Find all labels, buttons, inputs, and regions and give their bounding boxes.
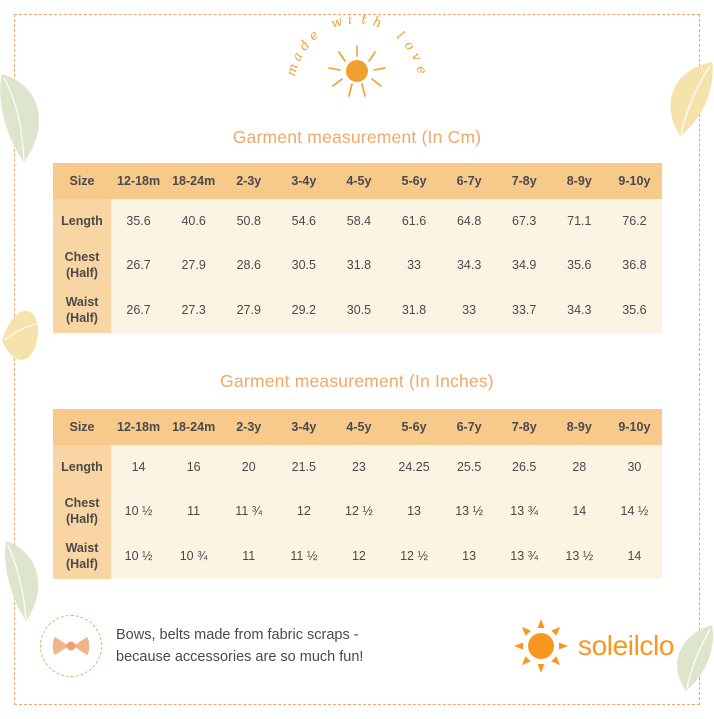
table-cell: 14 [111,445,166,489]
column-header: 5-6y [386,409,441,445]
leaf-icon [0,300,40,380]
brand-name: soleilclo [578,630,674,661]
table-cell: 30.5 [331,288,386,333]
made-with-love-logo [0,8,714,104]
table-cell: 30 [607,445,662,489]
table-row [53,199,662,243]
table-cell: 20 [221,445,276,489]
column-header: 4-5y [331,163,386,199]
table-cell: 11 [221,534,276,579]
table-cell: 35.6 [607,288,662,333]
table-inches [53,409,662,579]
table-cell: 26.5 [497,445,552,489]
footer-tagline-line2: because accessories are so much fun! [116,649,364,665]
page-title-inches: Garment measurement (In Inches) [220,371,494,391]
table-cell: 26.7 [111,243,166,288]
measurement-table-cm [53,163,662,333]
table-cell: 33.7 [497,288,552,333]
column-header: 9-10y [607,409,662,445]
table-cell: 76.2 [607,199,662,243]
column-header: 3-4y [276,163,331,199]
table-cell: 10 ½ [111,534,166,579]
row-header: Length [53,199,111,243]
column-header: 2-3y [221,409,276,445]
table-cell: 11 [166,489,221,534]
table-cell: 36.8 [607,243,662,288]
column-header: 12-18m [111,409,166,445]
table-cell: 25.5 [442,445,497,489]
column-header: Size [53,409,111,445]
row-header: Waist (Half) [53,288,111,333]
table-cell: 16 [166,445,221,489]
table-row [53,445,662,489]
table-cell: 13 [442,534,497,579]
table-row [53,288,662,333]
table-cell: 27.3 [166,288,221,333]
footer-tagline [116,624,363,669]
table-cell: 34.3 [442,243,497,288]
table-cell: 35.6 [552,243,607,288]
table-cell: 10 ½ [111,489,166,534]
table-cm [53,163,662,333]
table-cell: 34.3 [552,288,607,333]
row-header: Chest (Half) [53,243,111,288]
table-cell: 14 ½ [607,489,662,534]
column-header: 6-7y [442,163,497,199]
footer-tagline-line1: Bows, belts made from fabric scraps - [116,626,359,643]
table-cell: 28.6 [221,243,276,288]
decorative-border [14,14,700,705]
table-cell: 23 [331,445,386,489]
table-cell: 27.9 [166,243,221,288]
leaf-icon [668,623,714,693]
row-header: Waist (Half) [53,534,111,579]
column-header: 6-7y [442,409,497,445]
table-cell: 24.25 [386,445,441,489]
table-cell: 12 [331,534,386,579]
table-cell: 26.7 [111,288,166,333]
footer-left [40,615,363,677]
column-header: 4-5y [331,409,386,445]
table-cell: 40.6 [166,199,221,243]
sun-burst-icon [321,42,393,102]
column-header: 3-4y [276,409,331,445]
table-cell: 34.9 [497,243,552,288]
measurement-table-inches [53,409,662,579]
column-header: 7-8y [497,163,552,199]
table-cell: 31.8 [386,288,441,333]
table-cell: 14 [607,534,662,579]
table-cell: 61.6 [386,199,441,243]
table-row [53,534,662,579]
table-cell: 33 [386,243,441,288]
table-cell: 13 ½ [552,534,607,579]
table-cell: 10 ¾ [166,534,221,579]
table-cell: 29.2 [276,288,331,333]
table-row [53,243,662,288]
table-cell: 28 [552,445,607,489]
table-cell: 27.9 [221,288,276,333]
table-cell: 13 ¾ [497,534,552,579]
table-cell: 30.5 [276,243,331,288]
row-header: Length [53,445,111,489]
table-cell: 50.8 [221,199,276,243]
column-header: Size [53,163,111,199]
table-cell: 13 [386,489,441,534]
column-header: 7-8y [497,409,552,445]
table-cell: 21.5 [276,445,331,489]
table-cell: 13 ¾ [497,489,552,534]
bow-badge [40,615,102,677]
column-header: 18-24m [166,409,221,445]
page-title-cm: Garment measurement (In Cm) [232,127,482,147]
table-header-row [53,163,662,199]
column-header: 8-9y [552,163,607,199]
table-cell: 54.6 [276,199,331,243]
table-cell: 13 ½ [442,489,497,534]
table-cell: 67.3 [497,199,552,243]
sun-icon [513,618,569,674]
table-cell: 12 [276,489,331,534]
footer [40,607,674,685]
column-header: 2-3y [221,163,276,199]
brand-logo [513,618,674,674]
table-header-row [53,409,662,445]
table-cell: 11 ½ [276,534,331,579]
table-row [53,489,662,534]
column-header: 18-24m [166,163,221,199]
column-header: 9-10y [607,163,662,199]
made-with-love-text: m a d e w i t h l o v e [284,12,430,78]
table-cell: 33 [442,288,497,333]
column-header: 5-6y [386,163,441,199]
table-cell: 12 ½ [386,534,441,579]
table-cell: 31.8 [331,243,386,288]
table-cell: 11 ¾ [221,489,276,534]
row-header: Chest (Half) [53,489,111,534]
table-cell: 12 ½ [331,489,386,534]
column-header: 8-9y [552,409,607,445]
table-cell: 14 [552,489,607,534]
table-cell: 64.8 [442,199,497,243]
bow-icon [51,633,91,659]
column-header: 12-18m [111,163,166,199]
table-cell: 58.4 [331,199,386,243]
table-cell: 35.6 [111,199,166,243]
table-cell: 71.1 [552,199,607,243]
